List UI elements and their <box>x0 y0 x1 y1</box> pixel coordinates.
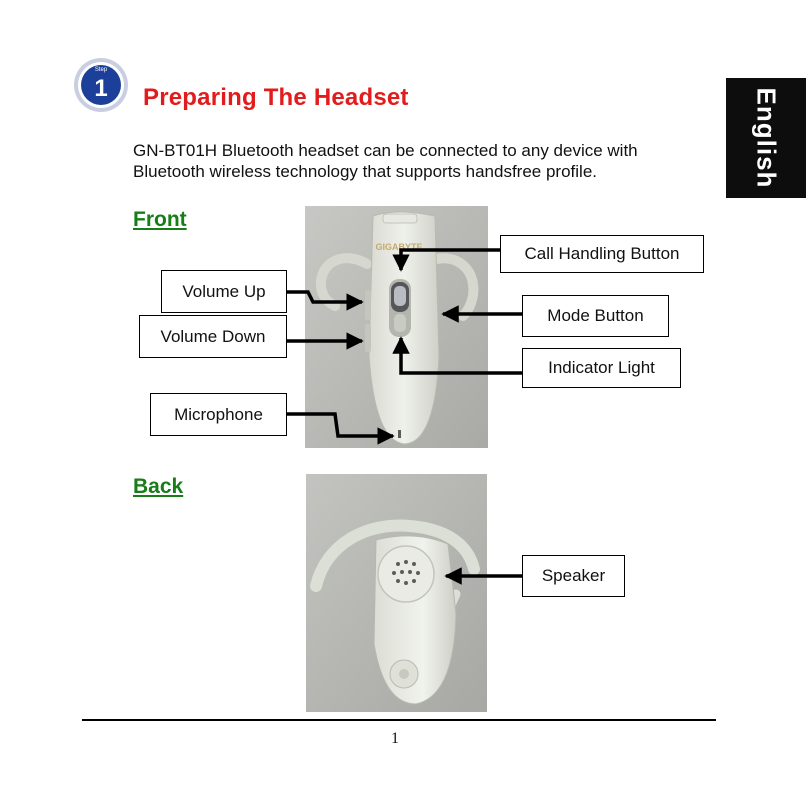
footer-rule <box>82 719 716 721</box>
headset-back-photo <box>306 474 487 712</box>
callout-microphone: Microphone <box>150 393 287 436</box>
language-tab <box>726 78 806 198</box>
intro-paragraph: GN-BT01H Bluetooth headset can be connected to any device with Bluetooth wireless technology that supports handsfree profile. <box>133 141 638 181</box>
step-badge-number: 1 <box>94 75 108 102</box>
headset-back-illustration <box>306 474 487 712</box>
headset-front-illustration <box>305 206 488 448</box>
callout-volume-down: Volume Down <box>139 315 287 358</box>
callout-mode-button: Mode Button <box>522 295 669 337</box>
back-heading: Back <box>133 475 184 498</box>
front-heading: Front <box>133 208 187 231</box>
callout-volume-up: Volume Up <box>161 270 287 313</box>
language-tab-label: English <box>751 87 782 189</box>
callout-indicator-light: Indicator Light <box>522 348 681 388</box>
page-number: 1 <box>391 730 399 747</box>
headset-front-photo <box>305 206 488 448</box>
step-one-badge-icon <box>72 56 130 114</box>
callout-speaker: Speaker <box>522 555 625 597</box>
step-badge-word: Step <box>94 67 108 73</box>
callout-call-handling-button: Call Handling Button <box>500 235 704 273</box>
page-title: Preparing The Headset <box>143 84 409 111</box>
brand-mark: GIGABYTE <box>375 242 423 252</box>
